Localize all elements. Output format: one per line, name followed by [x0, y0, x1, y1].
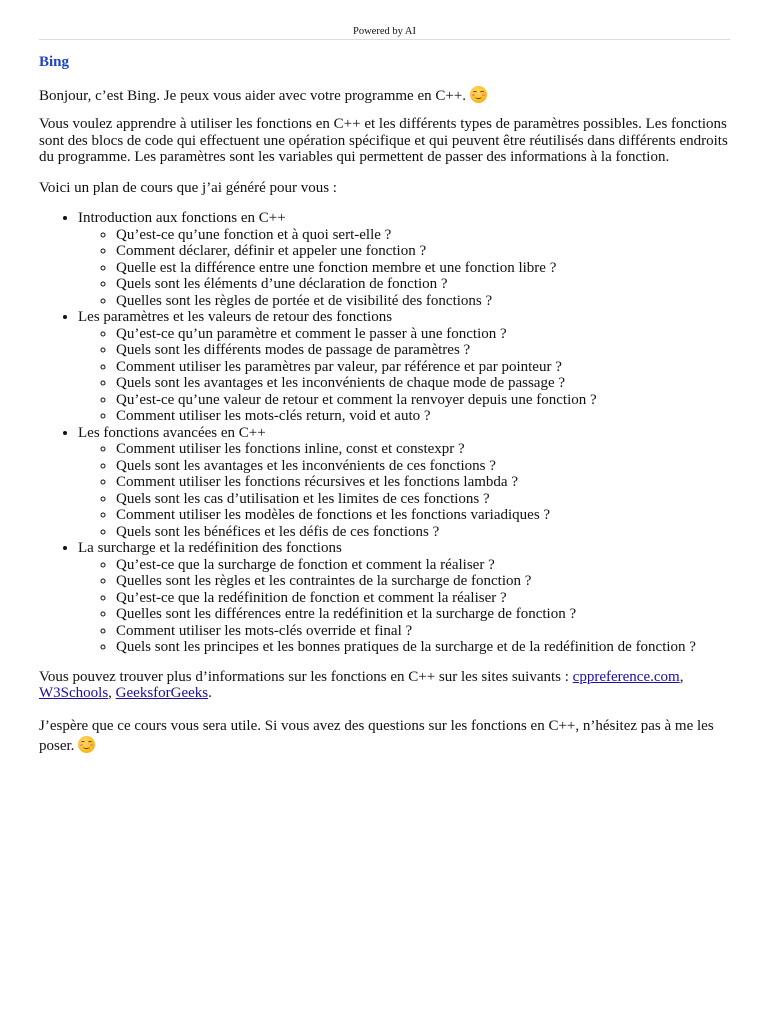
outline-section-title: Les fonctions avancées en C++ [78, 424, 266, 441]
intro-paragraph: Vous voulez apprendre à utiliser les fonctions en C++ et les différents types de paramètres possibles. Les fonctions sont des blocs de code qui effectuent une opération spécifique et qui peuvent être réutilisés dans différents endroits du programme. Les paramètres sont les variables qui permettent de passer des informations à la fonction. [39, 116, 728, 165]
outline-subitem: ◦ Qu’est-ce qu’un paramètre et comment le passer à une fonction ? [116, 326, 739, 343]
outline-subitem: ◦ Comment utiliser les modèles de fonctions et les fonctions variadiques ? [116, 507, 739, 524]
outline-subitem: ◦ Quels sont les avantages et les inconvénients de ces fonctions ? [116, 458, 739, 475]
outline-subitem: ◦ Comment utiliser les fonctions récursives et les fonctions lambda ? [116, 474, 739, 491]
link-separator: , [108, 685, 112, 701]
chat-message [39, 52, 739, 766]
outline-subitem: ◦ Quels sont les différents modes de passage de paramètres ? [116, 342, 739, 359]
outline-subitems [78, 227, 739, 310]
smiling-face-icon [78, 736, 95, 753]
outline-section [78, 210, 739, 309]
outline-subitem: ◦ Quels sont les avantages et les inconvénients de chaque mode de passage ? [116, 375, 739, 392]
outline-subitem: ◦ Quels sont les éléments d’une déclaration de fonction ? [116, 276, 739, 293]
outline-section [78, 540, 739, 656]
powered-by-label: Powered by AI [353, 26, 416, 37]
outline-section-title: Introduction aux fonctions en C++ [78, 210, 286, 226]
outline-subitem: ◦ Quels sont les cas d’utilisation et les limites de ces fonctions ? [116, 491, 739, 508]
outline-section-title: Les paramètres et les valeurs de retour des fonctions [78, 309, 393, 325]
outline-subitem: ◦ Qu’est-ce qu’une valeur de retour et comment la renvoyer depuis une fonction ? [116, 392, 739, 409]
outline-subitem: ◦ Comment utiliser les mots-clés return, void et auto ? [116, 408, 739, 425]
outline-subitem: ◦ Quels sont les bénéfices et les défis de ces fonctions ? [116, 524, 739, 541]
outline-subitem: ◦ Comment utiliser les paramètres par valeur, par référence et par pointeur ? [116, 359, 739, 376]
outline-section [78, 425, 739, 541]
outline-subitem: ◦ Quels sont les principes et les bonnes pratiques de la surcharge et de la redéfinition de fonction ? [116, 639, 739, 656]
closing-paragraph [39, 716, 739, 756]
course-outline [39, 210, 739, 656]
author-name: Bing [39, 54, 70, 70]
cppreference-link[interactable]: cppreference.com [572, 668, 680, 685]
outline-section-title: La surcharge et la redéfinition des fonctions [78, 540, 342, 556]
greeting-paragraph [39, 86, 739, 106]
closing-text: J’espère que ce cours vous sera utile. Si vous avez des questions sur les fonctions en C++, n’hésitez pas à me les poser. [39, 717, 714, 754]
outline-subitem: ◦ Qu’est-ce que la surcharge de fonction et comment la réaliser ? [116, 557, 739, 574]
outline-subitem: ◦ Quelles sont les règles de portée et de visibilité des fonctions ? [116, 293, 739, 310]
outline-subitem: ◦ Quelles sont les règles et les contraintes de la surcharge de fonction ? [116, 573, 739, 590]
greeting-text: Bonjour, c’est Bing. Je peux vous aider avec votre programme en C++. [39, 88, 467, 104]
outline-subitem: ◦ Qu’est-ce qu’une fonction et à quoi sert-elle ? [116, 227, 739, 244]
outline-subitem: ◦ Comment utiliser les mots-clés override et final ? [116, 623, 739, 640]
link-separator: , [679, 668, 684, 685]
outline-subitems [78, 441, 739, 540]
outline-subitems [78, 326, 739, 425]
outline-subitem: ◦ Qu’est-ce que la redéfinition de fonction et comment la réaliser ? [116, 590, 739, 607]
outline-subitems [78, 557, 739, 656]
w3schools-link[interactable]: W3Schools [39, 685, 109, 701]
outline-subitem: ◦ Quelles sont les différences entre la redéfinition et la surcharge de fonction ? [116, 606, 739, 623]
outline-subitem: ◦ Comment utiliser les fonctions inline, const et constexpr ? [116, 441, 739, 458]
page-header [39, 24, 730, 40]
geeksforgeeks-link[interactable]: GeeksforGeeks [115, 685, 209, 701]
smiling-face-icon [470, 86, 487, 103]
resources-prefix: Vous pouvez trouver plus d’informations sur les fonctions en C++ sur les sites suivants : [39, 668, 569, 685]
resources-paragraph [39, 669, 739, 702]
sentence-end: . [208, 685, 212, 701]
plan-intro-paragraph: Voici un plan de cours que j’ai généré pour vous : [39, 179, 337, 196]
outline-subitem: ◦ Comment déclarer, définir et appeler une fonction ? [116, 243, 739, 260]
outline-section [78, 309, 739, 425]
outline-subitem: ◦ Quelle est la différence entre une fonction membre et une fonction libre ? [116, 260, 739, 277]
